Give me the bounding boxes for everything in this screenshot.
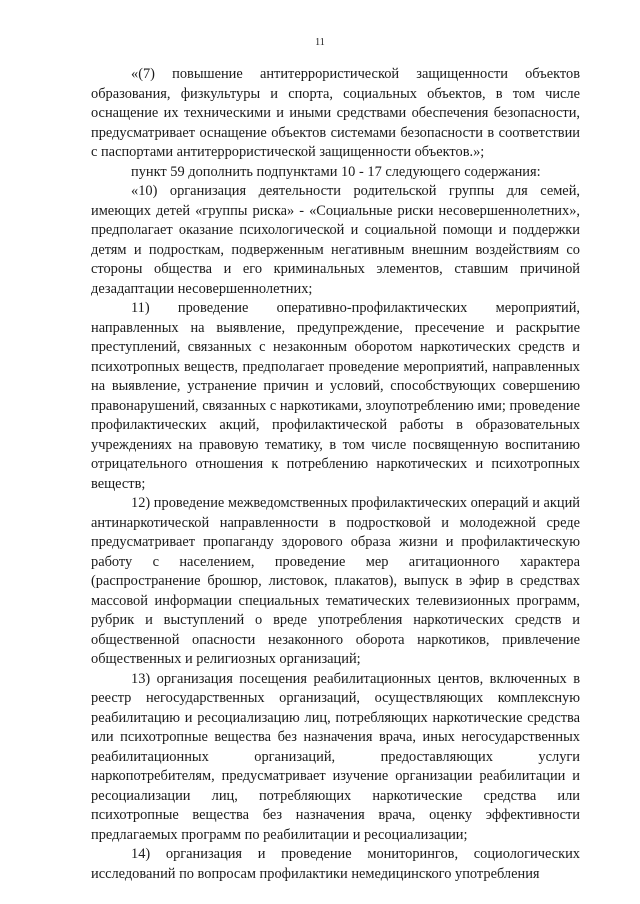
paragraph-item-7: «(7) повышение антитеррористической защищенности объектов образования, физкультуры и спорта, социальных объектов, в том числе оснащение их техническими и иными средствами обеспечения безопасности, предусматривает оснащение объектов системами безопасности в соответствии с паспортами антитеррористической защищенности объектов.»;: [91, 66, 580, 160]
page-number: 11: [315, 37, 325, 48]
paragraph-item-12: 12) проведение межведомственных профилактических операций и акций антинаркотической направленности в подростковой и молодежной среде предусматривает пропаганду здорового образа жизни и профилактическую работу с населением, проведение мер агитационного характера (распространение брошюр, листовок, плакатов), выпуск в эфир в средствах массовой информации специальных тематических телевизионных программ, рубрик и выступлений о вреде употребления наркотических средств и общественной опасности незаконного оборота наркотиков, привлечение общественных и религиозных организаций;: [91, 495, 580, 667]
paragraph-item-14: 14) организация и проведение мониторингов, социологических исследований по вопросам профилактики немедицинского употребления: [91, 846, 580, 882]
document-body: [91, 65, 580, 884]
paragraph-point-59-intro: пункт 59 дополнить подпунктами 10 - 17 следующего содержания:: [131, 163, 541, 180]
paragraph-item-10: «10) организация деятельности родительской группы для семей, имеющих детей «группы риска» - «Социальные риски несовершеннолетних», предполагает оказание психологической и социальной помощи и поддержки детям и подросткам, подверженным негативным внешним воздействиям со стороны общества и его криминальных элементов, ставшим причиной дезадаптации несовершеннолетних;: [91, 183, 580, 297]
paragraph-item-11: 11) проведение оперативно-профилактических мероприятий, направленных на выявление, предупреждение, пресечение и раскрытие преступлений, связанных с незаконным оборотом наркотических средств и психотропных веществ, предполагает проведение мероприятий, направленных на выявление, устранение причин и условий, способствующих совершению правонарушений, связанных с наркотиками, злоупотреблению ими; проведение профилактических акций, профилактической работы в образовательных учреждениях на правовую тематику, в том числе посвященную воспитанию отрицательного отношения к потреблению наркотических и психотропных веществ;: [91, 300, 580, 492]
paragraph-item-13: 13) организация посещения реабилитационных центов, включенных в реестр негосударственных организаций, осуществляющих комплексную реабилитацию и ресоциализацию лиц, потребляющих наркотические средства или психотропные вещества без назначения врача, иных негосударственных реабилитационных организаций, предоставляющих услуги наркопотребителям, предусматривает изучение организации реабилитации и ресоциализации лиц, потребляющих наркотические средства или психотропные вещества без назначения врача, оценку эффективности предлагаемых программ по реабилитации и ресоциализации;: [91, 670, 580, 843]
